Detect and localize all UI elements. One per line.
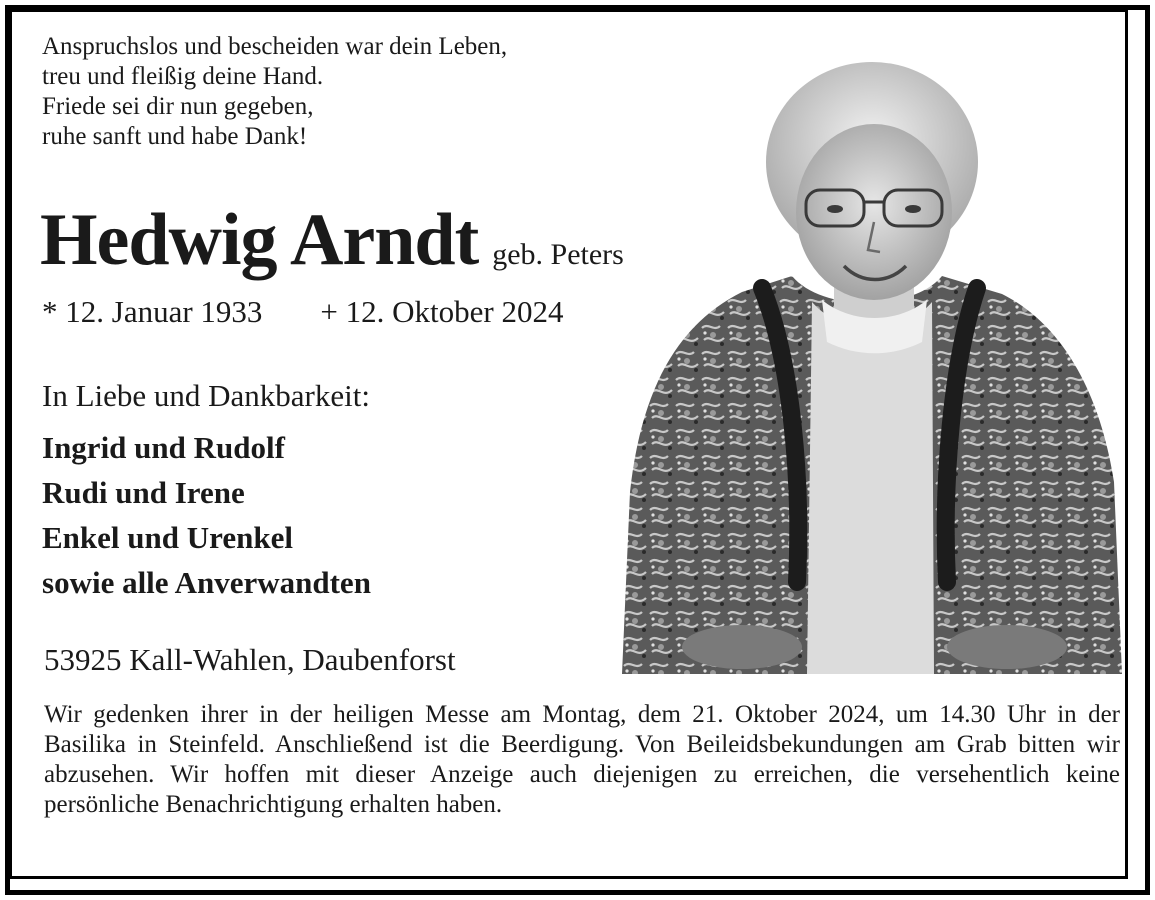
- life-dates: [42, 294, 563, 330]
- name-row: [40, 200, 624, 280]
- poem-line: Friede sei dir nun gegeben,: [42, 93, 314, 120]
- birth-date: * 12. Januar 1933: [42, 294, 263, 329]
- mourner-entry: Ingrid und Rudolf: [42, 430, 285, 465]
- mourners-list: [42, 425, 371, 605]
- mourner-entry: Enkel und Urenkel: [42, 520, 293, 555]
- poem-line: treu und fleißig deine Hand.: [42, 63, 324, 90]
- blouse-shape: [807, 302, 934, 674]
- location: 53925 Kall-Wahlen, Daubenforst: [44, 642, 456, 677]
- hand-left: [682, 625, 802, 669]
- death-date: + 12. Oktober 2024: [320, 294, 564, 329]
- face-shape: [796, 124, 952, 300]
- poem-line: Anspruchslos und bescheiden war dein Leben,: [42, 33, 508, 60]
- hand-right: [947, 625, 1067, 669]
- eye-left: [827, 205, 843, 213]
- mourner-entry: sowie alle Anverwandten: [42, 565, 371, 600]
- gratitude-line: In Liebe und Dankbarkeit:: [42, 378, 370, 413]
- memorial-poem: [42, 32, 507, 152]
- service-notice: Wir gedenken ihrer in der heiligen Messe am Montag, dem 21. Oktober 2024, um 14.30 Uhr in der Basilika in Steinfeld. Anschließend ist die Beerdigung. Von Beileidsbekundungen am Grab bitten wir abzusehen. Wir hoffen mit dieser Anzeige auch diejenigen zu erreichen, die versehentlich keine persönliche Benachrichtigung erhalten haben.: [44, 701, 1120, 818]
- poem-line: ruhe sanft und habe Dank!: [42, 123, 308, 150]
- portrait-photo: [622, 62, 1122, 674]
- maiden-name: geb. Peters: [492, 238, 624, 271]
- deceased-name: Hedwig Arndt: [40, 199, 479, 281]
- mourner-entry: Rudi und Irene: [42, 475, 245, 510]
- eye-right: [905, 205, 921, 213]
